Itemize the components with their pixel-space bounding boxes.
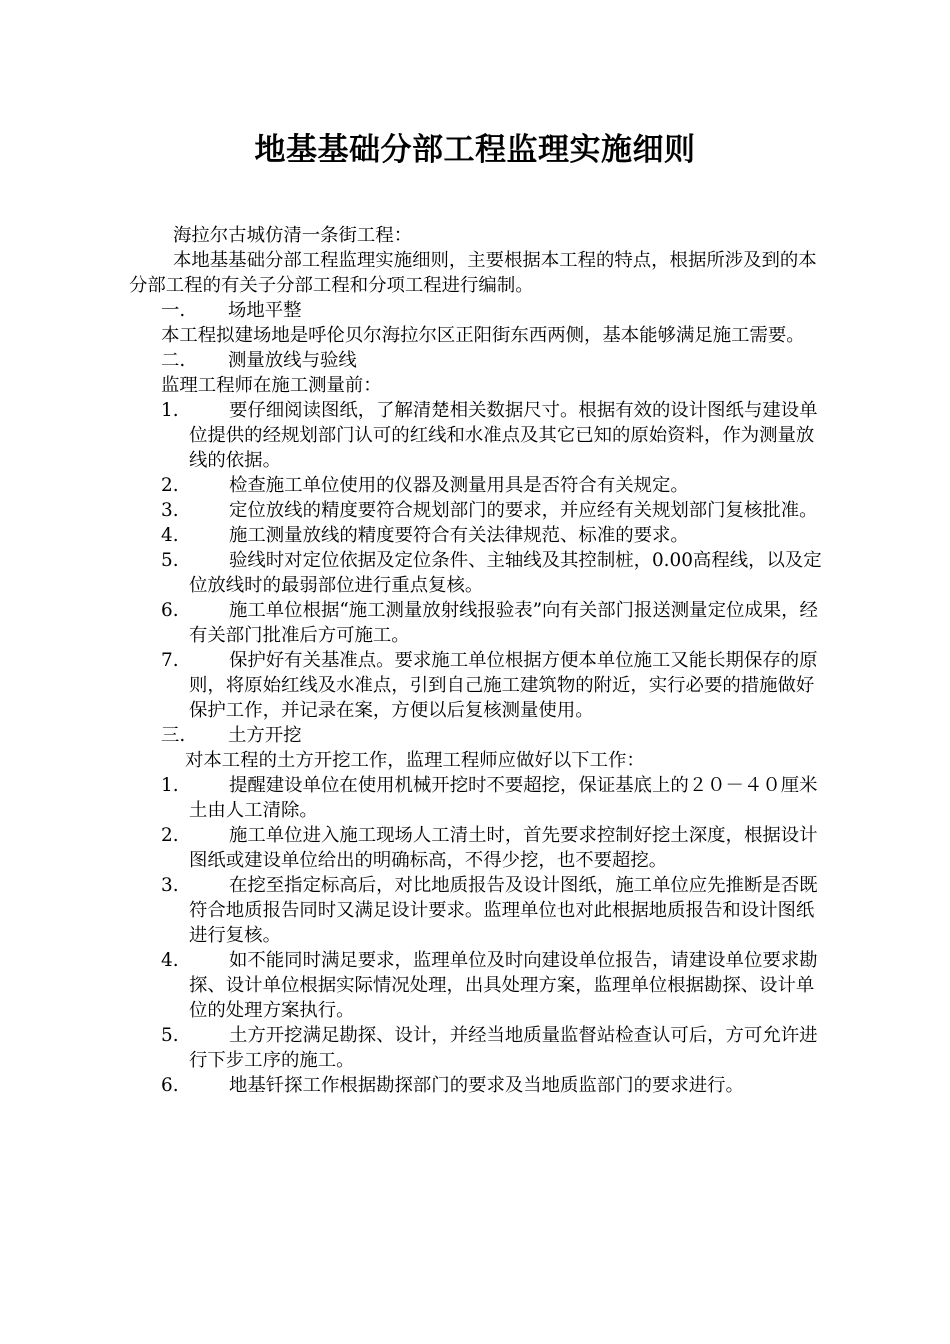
section-heading bbox=[129, 298, 825, 323]
list-item-text: 要仔细阅读图纸，了解清楚相关数据尺寸。根据有效的设计图纸与建设单位提供的经规划部门认可的红线和水准点及其它已知的原始资料，作为测量放线的依据。 bbox=[189, 400, 818, 471]
list-item bbox=[129, 473, 825, 498]
list-item bbox=[129, 773, 825, 823]
list-item-number: 1. bbox=[161, 775, 179, 796]
section-heading bbox=[129, 723, 825, 748]
list-item bbox=[129, 873, 825, 948]
list-item-text: 地基钎探工作根据勘探部门的要求及当地质监部门的要求进行。 bbox=[229, 1075, 744, 1096]
list-item-text: 在挖至指定标高后，对比地质报告及设计图纸，施工单位应先推断是否既符合地质报告同时又满足设计要求。监理单位也对此根据地质报告和设计图纸进行复核。 bbox=[189, 875, 818, 946]
list-item-number: 4. bbox=[161, 525, 179, 546]
list-item-number: 4. bbox=[161, 950, 179, 971]
section-title: 场地平整 bbox=[228, 300, 302, 321]
list-item-number: 6. bbox=[161, 1075, 179, 1096]
list-item bbox=[129, 598, 825, 648]
list-item-number: 7. bbox=[161, 650, 179, 671]
list-item bbox=[129, 823, 825, 873]
list-item-text: 施工单位进入施工现场人工清土时，首先要求控制好挖土深度，根据设计图纸或建设单位给出的明确标高，不得少挖，也不要超挖。 bbox=[189, 825, 818, 871]
list-item-text: 施工测量放线的精度要符合有关法律规范、标准的要求。 bbox=[229, 525, 689, 546]
list-item bbox=[129, 1073, 825, 1098]
document-body bbox=[129, 223, 825, 1098]
section-number: 一. bbox=[161, 300, 186, 321]
list-item-number: 2. bbox=[161, 475, 179, 496]
list-item-text: 定位放线的精度要符合规划部门的要求，并应经有关规划部门复核批准。 bbox=[229, 500, 818, 521]
list-item bbox=[129, 498, 825, 523]
list-item-text: 保护好有关基准点。要求施工单位根据方便本单位施工又能长期保存的原则，将原始红线及水准点，引到自己施工建筑物的附近，实行必要的措施做好保护工作，并记录在案，方便以后复核测量使用。 bbox=[189, 650, 818, 721]
list-item-number: 1. bbox=[161, 400, 179, 421]
list-item bbox=[129, 648, 825, 723]
list-item bbox=[129, 523, 825, 548]
list-item-number: 5. bbox=[161, 550, 179, 571]
page-title: 地基基础分部工程监理实施细则 bbox=[254, 132, 696, 168]
list-item-number: 5. bbox=[161, 1025, 179, 1046]
list-item-number: 6. bbox=[161, 600, 179, 621]
list-item-text: 验线时对定位依据及定位条件、主轴线及其控制桩，0.00高程线，以及定位放线时的最弱部位进行重点复核。 bbox=[189, 550, 822, 596]
section-paragraph: 对本工程的土方开挖工作，监理工程师应做好以下工作： bbox=[185, 750, 645, 771]
section-paragraph: 监理工程师在施工测量前： bbox=[161, 375, 382, 396]
list-item-text: 土方开挖满足勘探、设计，并经当地质量监督站检查认可后，方可允许进行下步工序的施工。 bbox=[189, 1025, 818, 1071]
section-heading bbox=[129, 348, 825, 373]
list-item-number: 2. bbox=[161, 825, 179, 846]
section-title: 测量放线与验线 bbox=[228, 350, 357, 371]
list-item-text: 施工单位根据“施工测量放射线报验表”向有关部门报送测量定位成果，经有关部门批准后方可施工。 bbox=[189, 600, 818, 646]
intro-paragraph: 本地基基础分部工程监理实施细则，主要根据本工程的特点，根据所涉及到的本分部工程的有关子分部工程和分项工程进行编制。 bbox=[129, 250, 817, 296]
list-item-text: 检查施工单位使用的仪器及测量用具是否符合有关规定。 bbox=[229, 475, 689, 496]
list-item bbox=[129, 948, 825, 1023]
list-item bbox=[129, 548, 825, 598]
section-number: 二. bbox=[161, 350, 186, 371]
section-paragraph: 本工程拟建场地是呼伦贝尔海拉尔区正阳街东西两侧，基本能够满足施工需要。 bbox=[161, 325, 805, 346]
section-number: 三. bbox=[161, 725, 186, 746]
list-item-number: 3. bbox=[161, 500, 179, 521]
list-item bbox=[129, 1023, 825, 1073]
list-item-number: 3. bbox=[161, 875, 179, 896]
list-item bbox=[129, 398, 825, 473]
list-item-text: 如不能同时满足要求，监理单位及时向建设单位报告，请建设单位要求勘探、设计单位根据实际情况处理，出具处理方案，监理单位根据勘探、设计单位的处理方案执行。 bbox=[189, 950, 818, 1021]
section-title: 土方开挖 bbox=[228, 725, 302, 746]
list-item-text: 提醒建设单位在使用机械开挖时不要超挖，保证基底上的２０－４０厘米土由人工清除。 bbox=[189, 775, 818, 821]
project-name: 海拉尔古城仿清一条街工程： bbox=[173, 225, 413, 246]
